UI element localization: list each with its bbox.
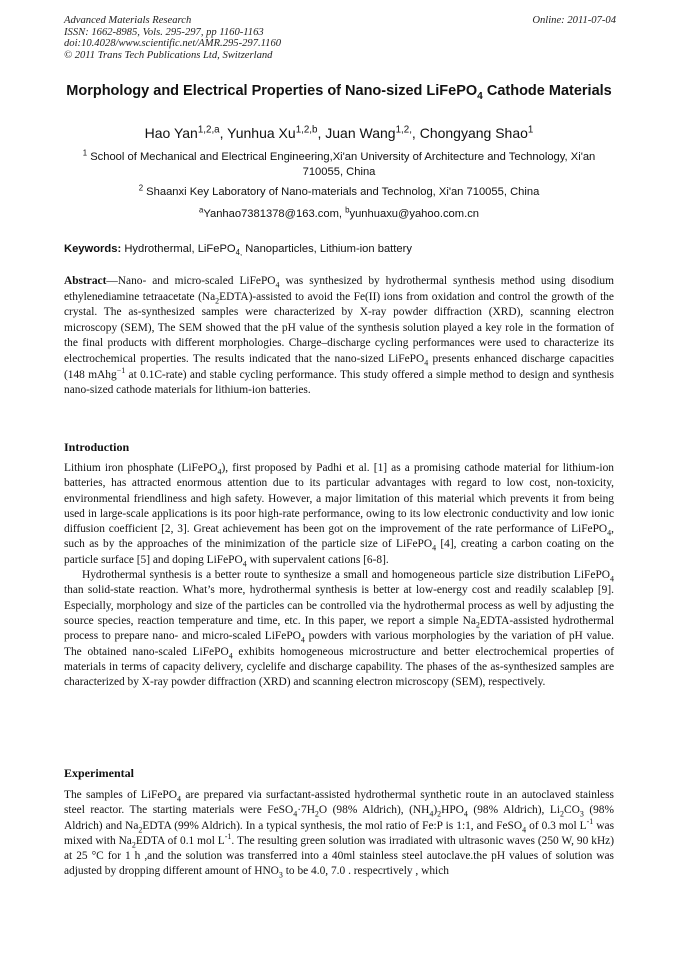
subscript: 2 — [138, 824, 143, 834]
affiliation-mark: 1 — [82, 148, 88, 158]
subscript: 2 — [131, 840, 136, 850]
subscript: 4 — [217, 467, 222, 477]
author-name: Hao Yan — [144, 125, 198, 141]
title-text-1: Morphology and Electrical Properties of Nano-sized LiFePO — [66, 83, 478, 99]
author-affil-mark: 1,2,a — [197, 124, 220, 136]
keyword: Lithium-ion battery — [319, 243, 412, 255]
subscript: 4 — [610, 574, 614, 584]
email-address[interactable]: Yanhao7381378@163.com, — [203, 208, 343, 220]
journal-header — [64, 15, 616, 61]
affiliation-text: School of Mechanical and Electrical Engineering,Xi'an University of Architecture and Technology, Xi'an 710055, China — [90, 151, 596, 178]
abstract-label: Abstract — [64, 275, 107, 287]
online-date: Online: 2011-07-04 — [532, 15, 616, 26]
text: O (98% Aldrich), (NH — [318, 804, 430, 817]
issn-line: ISSN: 1662-8985, Vols. 295-297, pp 1160-1163 — [64, 26, 264, 38]
paper-title — [64, 82, 614, 100]
abstract-text: at 0.1C-rate) and stable cycling performance. This study offered a simple method to design and synthesis nano-sized cathode materials for lithium-ion batteries. — [64, 368, 614, 397]
subscript: 2 — [560, 809, 564, 819]
author-affil-mark: 1,2,b — [295, 124, 318, 136]
subscript: 2 — [314, 809, 319, 819]
experimental-body — [64, 788, 614, 880]
author-name: Juan Wang — [325, 125, 396, 141]
subscript: 2 — [475, 620, 480, 630]
text: HPO — [441, 804, 464, 817]
affiliation-mark: 2 — [138, 183, 144, 193]
affiliation-text: Shaanxi Key Laboratory of Nano-materials and Technolog, Xi'an 710055, China — [146, 186, 540, 198]
keyword: Hydrothermal, — [124, 243, 195, 255]
text: than solid-state reaction. What’s more, hydrothermal synthesis is better at low-energy cost and readily scalablep [9]. Especially, morphology and size of the particles can be controlled via the hydrothermal process as well by adjusting the source species, reaction temperature and time, etc. In this paper, we report a simple Na — [64, 584, 614, 627]
abstract-text: —Nano- and micro-scaled LiFePO — [106, 275, 276, 287]
text: powders with various morphologies by the variation of pH value. The obtained nano-scaled LiFePO — [64, 630, 615, 658]
text: EDTA-assisted hydrothermal process to prepare nano- and micro-scaled LiFePO — [64, 614, 614, 643]
author-affil-mark: 1 — [527, 124, 534, 136]
text: . The resulting green solution was irradiated with ultrasonic waves (250 W, 90 kHz) at 25 °C for 1 h ,and the solution was transferred into a 40ml stainless steel autoclave.the pH values of solution was adjusted by dropping different amount of HNO — [64, 834, 615, 878]
text: Hydrothermal synthesis is a better route to synthesize a small and homogeneous particle size distribution LiFePO — [82, 569, 611, 582]
journal-name: Advanced Materials Research — [64, 15, 192, 26]
doi-line: doi:10.4028/www.scientific.net/AMR.295-297.1160 — [64, 38, 282, 50]
abstract — [64, 274, 614, 399]
subscript: 4 — [300, 635, 305, 645]
text: ·7H — [297, 804, 315, 817]
author-affil-mark: 1,2, — [395, 124, 412, 136]
text: ), first proposed by Padhi et al. [1] as a promising cathode material for lithium-ion batteries, has attracted enormous attention due to its particular advantages with regard to low cost, non-toxicity, environmental friendliness and high safety. However, a major limitation of this material which prevents it from being used in large-scale applications is its poor high-rate performance, owing to its low electronic conductivity and low ionic diffusion coefficient [2, 3]. Great achievement has been got on the improvement of the rate performance of LiFePO — [64, 462, 614, 536]
email-mark: b — [345, 205, 350, 215]
text: of 0.3 mol L — [526, 819, 587, 832]
affiliation-2 — [64, 185, 614, 200]
introduction-body — [64, 461, 614, 690]
title-text-2: Cathode Materials — [482, 83, 612, 99]
superscript: -1 — [224, 832, 232, 842]
keyword: Nanoparticles, — [245, 243, 317, 255]
subscript: 4 — [429, 809, 434, 819]
email-line — [64, 207, 614, 222]
abstract-text: EDTA)-assisted to avoid the Fe(II) ions from oxidation and control the growth of the crystal. The as-synthesized samples were characterized by X-ray powder diffraction (XRD), scanning electron microscopy (SEM), The SEM showed that the pH value of the synthesis solution played a key role in the formation of the final products with different morphologies. Charge–discharge cycling performances were used to characterize its electrochemical properties. The results indicated that the nano-sized LiFePO — [64, 290, 614, 365]
subscript: 2 — [437, 809, 442, 819]
text: exhibits homogeneous microstructure and better electrochemical properties of materials in terms of capacity delivery, cyclelife and discharge capability. The phases of the as-synthesized samples are characterized by X-ray powder diffraction (XRD) and scanning electron microscopy (SEM), respectively. — [64, 645, 614, 689]
text: EDTA (99% Aldrich). In a typical synthesis, the mol ratio of Fe:P is 1:1, and FeSO — [142, 819, 523, 832]
intro-paragraph-2 — [64, 568, 614, 690]
keywords-label: Keywords: — [64, 243, 122, 255]
section-heading-introduction: Introduction — [64, 440, 130, 454]
text: The samples of LiFePO — [64, 789, 177, 801]
keyword: LiFePO — [197, 243, 236, 255]
author-name: Chongyang Shao — [419, 125, 528, 141]
title-subscript: 4 — [477, 90, 483, 102]
subscript: 4 — [177, 794, 181, 804]
text: , such as by the approaches of the minimization of the particle size of LiFePO — [64, 523, 614, 551]
subscript: 4 — [242, 559, 247, 569]
author-name: Yunhua Xu — [227, 125, 296, 141]
email-mark: a — [198, 205, 204, 215]
subscript: 4 — [293, 809, 298, 819]
affiliation-1 — [64, 150, 614, 180]
text: was mixed with Na — [64, 819, 615, 847]
subscript: 3 — [278, 870, 283, 880]
subscript: 4 — [463, 809, 468, 819]
keyword-subscript: 4, — [235, 248, 243, 258]
subscript: 4 — [228, 650, 233, 660]
text: are prepared via surfactant-assisted hydrothermal synthetic route in an autoclaved stainless steel reactor. The starting materials were FeSO — [64, 789, 614, 817]
author-list: Hao Yan$^{1,2,a}$, Yunhua Xu$^{1,2,b}$, Juan Wang$^{1,2,}$, Chongyang Shao$^1$ — [144, 124, 534, 141]
subscript: 4 — [275, 280, 280, 290]
text: (98% Aldrich) and Na — [64, 804, 614, 832]
intro-paragraph-1 — [64, 461, 614, 568]
superscript: −1 — [116, 365, 126, 375]
subscript: 3 — [579, 809, 584, 819]
text: (98% Aldrich), Li — [467, 804, 561, 817]
email-address[interactable]: yunhuaxu@yahoo.com.cn — [349, 208, 480, 220]
text: CO — [564, 804, 580, 817]
text: EDTA of 0.1 mol L — [135, 834, 225, 847]
text: to be 4.0, 7.0 . respecrtively , which — [282, 865, 449, 878]
abstract-text: was synthesized by hydrothermal synthesis method using disodium ethylenediamine tetraacetate (Na — [64, 275, 614, 303]
subscript: 4 — [432, 543, 437, 553]
subscript: 4 — [522, 824, 527, 834]
subscript: 4 — [607, 528, 612, 538]
abstract-text: presents enhanced discharge capacities (148 mAhg — [64, 352, 614, 381]
text: Lithium iron phosphate (LiFePO — [64, 462, 218, 474]
text: with supervalent cations [6-8]. — [246, 553, 389, 566]
subscript: 2 — [215, 295, 220, 305]
subscript: 4 — [424, 358, 429, 368]
text: ) — [433, 804, 438, 817]
experimental-paragraph-1 — [64, 788, 614, 880]
copyright-line: © 2011 Trans Tech Publications Ltd, Switzerland — [64, 49, 273, 61]
keywords-line — [64, 242, 616, 256]
section-heading-experimental: Experimental — [64, 766, 134, 780]
superscript: -1 — [586, 816, 594, 826]
text: [4], creating a carbon coating on the particle surface [5] and doping LiFePO — [64, 538, 614, 566]
